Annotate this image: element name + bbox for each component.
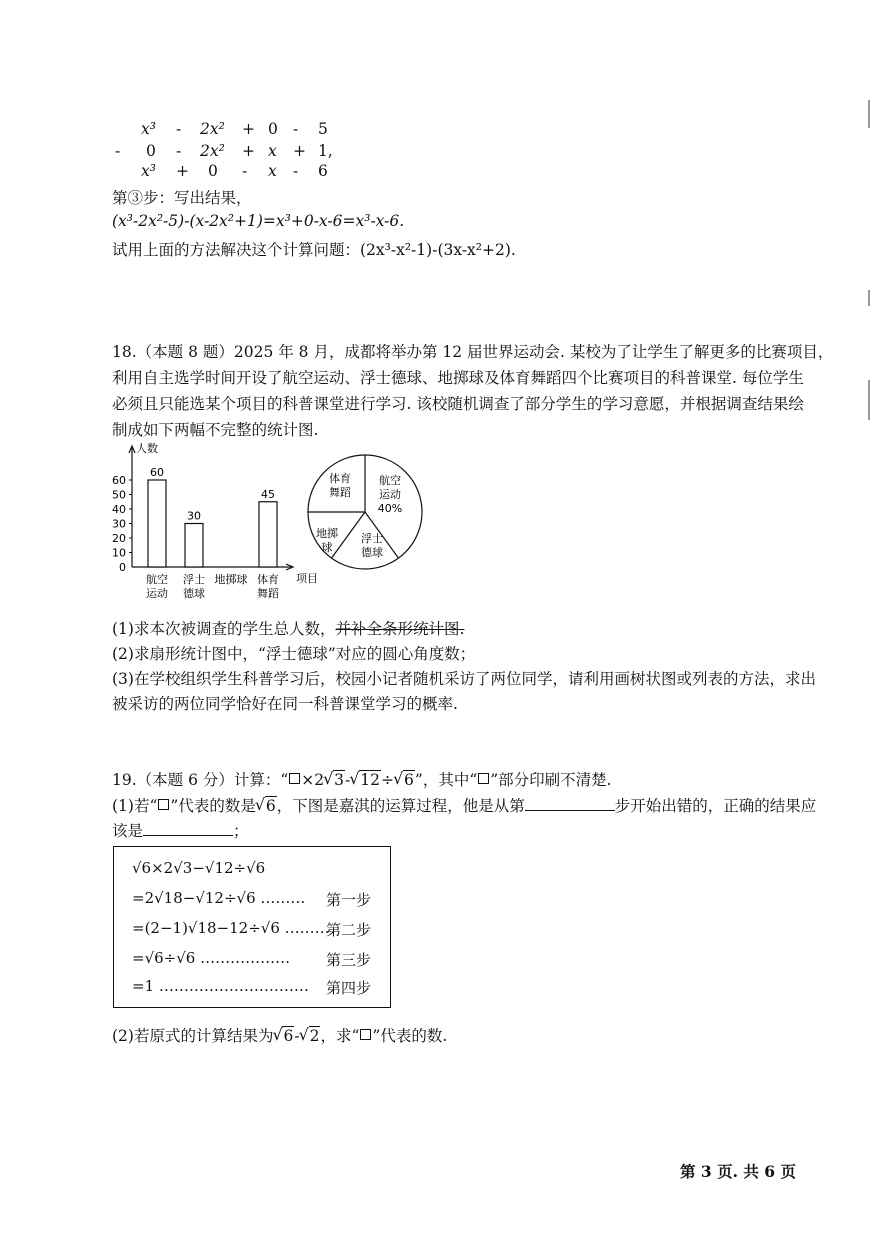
sqrt-6-radicand: 6 [283,1027,294,1045]
q19-sub2-part: (2)若原式的计算结果为 [112,1027,274,1045]
row1-term1: x³ [141,120,156,138]
q19-sub2-part: - [294,1027,300,1045]
q19-header-part: ”，其中“ [414,771,478,789]
row2-minus-sign: - [115,142,121,160]
q19-sub1-part: ，下图是嘉淇的运算过程，他是从第 [276,797,525,815]
pie-slice-label: 地掷 [316,527,338,540]
q18-header: 18.（本题 8 题）2025 年 8 月，成都将举办第 12 届世界运动会. 某校为了让学生了解更多的比赛项目， [112,343,834,361]
q18-sub3-line1: (3)在学校组织学生科普学习后，校园小记者随机采访了两位同学，请利用画树状图或列表的方法，求出 [112,670,816,688]
q19-sub1-part: 该是 [112,822,144,840]
row2-term4: 1, [318,142,333,160]
row3-term3: x [268,162,277,180]
q19-header-part: 19.（本题 6 分）计算：“ [112,771,289,789]
sqrt-3-radicand: 3 [334,771,345,789]
q18-line2: 利用自主选学时间开设了航空运动、浮士德球、地掷球及体育舞蹈四个比赛项目的科普课堂. 每位学生 [112,369,804,387]
x-axis-label: 项目 [296,572,318,585]
answer-blank-step[interactable] [525,794,615,811]
step3-label: 第③步：写出结果， [112,189,252,207]
bar-chart-categories [146,572,279,600]
row3-term1: x³ [141,162,156,180]
category-label: 地掷球 [214,573,248,586]
row3-term2: 0 [208,162,218,180]
step-text: =(2−1)√18−12÷√6 ……… [132,919,330,937]
row1-term4: 5 [318,120,328,138]
bar-value-label: 60 [150,466,164,479]
bar-chart-bars [148,466,277,567]
row3-op3: - [293,162,299,180]
sqrt-3 [324,771,345,789]
q19-sub2-part: ”代表的数. [372,1027,448,1045]
y-tick-label: 50 [112,488,126,502]
row3-op2: - [242,162,248,180]
pie-slice-label: 浮士 [361,532,383,545]
q19-sub2-part: ，求“ [320,1027,360,1045]
q19-sub1-part: 步开始出错的，正确的结果应 [614,797,817,815]
row1-term3: 0 [268,120,278,138]
answer-blank-result[interactable] [143,819,233,836]
step-line-0 [132,859,265,877]
unclear-box-icon [360,1029,371,1040]
row3-term4: 6 [318,162,328,180]
page-number: 第 3 页. 共 6 页 [680,1162,796,1181]
q19-sub1-line2 [112,819,249,841]
pie-slice-label: 德球 [361,546,383,559]
category-label: 运动 [146,587,168,600]
sqrt-12-radicand: 12 [360,771,381,789]
category-label: 体育 [257,573,279,586]
step-text: =2√18−√12÷√6 ……… [132,889,306,907]
scan-edge-mark [868,290,870,306]
sqrt-6-radicand: 6 [404,771,414,789]
step-text: =1 ………………………… [132,977,309,995]
y-tick-label: 60 [112,474,126,487]
pie-slice-label: 航空 [379,474,401,487]
q18-line3: 必须且只能选某个项目的科普课堂进行学习. 该校随机调查了部分学生的学习意愿，并根据调查结果绘 [112,395,804,413]
category-label: 舞蹈 [257,587,279,600]
unclear-box-icon [289,773,300,784]
step-line-4 [132,977,309,995]
calculation-steps-box [113,846,391,1008]
q19-header-part: ×2 [301,771,325,789]
bar-体育舞蹈 [259,502,277,567]
pie-chart-body [308,455,422,569]
bar-chart [100,440,330,610]
row2-op2: + [242,142,255,160]
step-label-3: 第三步 [326,951,372,969]
bar-航空运动 [148,480,166,567]
q19-sub1-line1 [112,794,816,816]
row2-op1: - [176,142,182,160]
pie-slice-label: 球 [321,541,333,554]
pie-slice-label: 40% [377,502,403,515]
row1-op3: - [293,120,299,138]
y-tick-label: 0 [119,561,126,574]
step-line-3 [132,949,290,967]
row2-op3: + [293,142,306,160]
category-label: 浮士 [183,573,205,586]
q18-sub3-line2: 被采访的两位同学恰好在同一科普课堂学习的概率. [112,695,458,713]
step-text: √6×2√3−√12÷√6 [132,859,266,877]
q18-sub1-text: (1)求本次被调查的学生总人数， [112,620,336,638]
sqrt-6 [394,771,415,789]
q19-header [112,768,612,790]
step-line-2 [132,919,330,937]
step-label-1: 第一步 [326,891,372,909]
category-label: 航空 [146,573,168,586]
q18-line4: 制成如下两幅不完整的统计图. [112,421,319,439]
result-line: (x³-2x²-5)-(x-2x²+1)=x³+0-x-6=x³-x-6. [112,212,405,230]
y-tick-label: 30 [112,517,126,531]
sqrt-2-radicand: 2 [309,1027,320,1045]
pie-slice-label: 舞蹈 [329,486,351,499]
category-label: 德球 [183,587,205,600]
row2-term1: 0 [146,142,156,160]
bar-浮士德球 [185,524,203,568]
scan-edge-mark [868,100,870,128]
sqrt-6 [256,797,277,815]
q19-sub2 [112,1024,447,1046]
try-line: 试用上面的方法解决这个计算问题：(2x³-x²-1)-(3x-x²+2). [112,241,516,259]
row1-op1: - [176,120,182,138]
q18-sub1-struck: 并补全条形统计图. [335,620,465,638]
q19-header-part: ÷ [381,771,395,789]
unclear-box-icon [158,799,169,810]
row3-op1: + [176,162,189,180]
pie-chart [300,450,430,580]
pie-slice-label: 运动 [379,488,401,501]
q19-header-part: - [345,771,351,789]
row1-op2: + [242,120,255,138]
pie-slice-label: 体育 [329,472,351,485]
sqrt-12 [350,771,381,789]
q19-sub1-part: ； [233,822,249,840]
q19-header-part: ”部分印刷不清楚. [490,771,612,789]
y-tick-label: 40 [112,503,126,516]
y-axis-label: 人数 [136,442,158,455]
q19-sub1-part: ”代表的数是 [170,797,256,815]
y-tick-label: 10 [112,546,126,560]
bar-chart-ticks [112,474,132,574]
step-label-4: 第四步 [326,979,372,997]
scan-edge-mark [868,380,870,420]
row1-term2: 2x² [200,120,225,138]
unclear-box-icon [478,773,489,784]
q18-sub1 [112,617,464,639]
q19-sub1-part: (1)若“ [112,797,158,815]
step-label-2: 第二步 [326,921,372,939]
sqrt-6-radicand: 6 [265,797,276,815]
sqrt-6 [273,1027,294,1045]
q18-sub2: (2)求扇形统计图中，“浮士德球”对应的圆心角度数； [112,645,476,663]
sqrt-2 [300,1027,321,1045]
bar-value-label: 45 [261,487,275,501]
step-text: =√6÷√6 ……………… [132,949,291,967]
row2-term3: x [268,142,277,160]
row2-term2: 2x² [200,142,225,160]
step-line-1 [132,889,305,907]
y-tick-label: 20 [112,532,126,545]
bar-value-label: 30 [187,509,201,523]
